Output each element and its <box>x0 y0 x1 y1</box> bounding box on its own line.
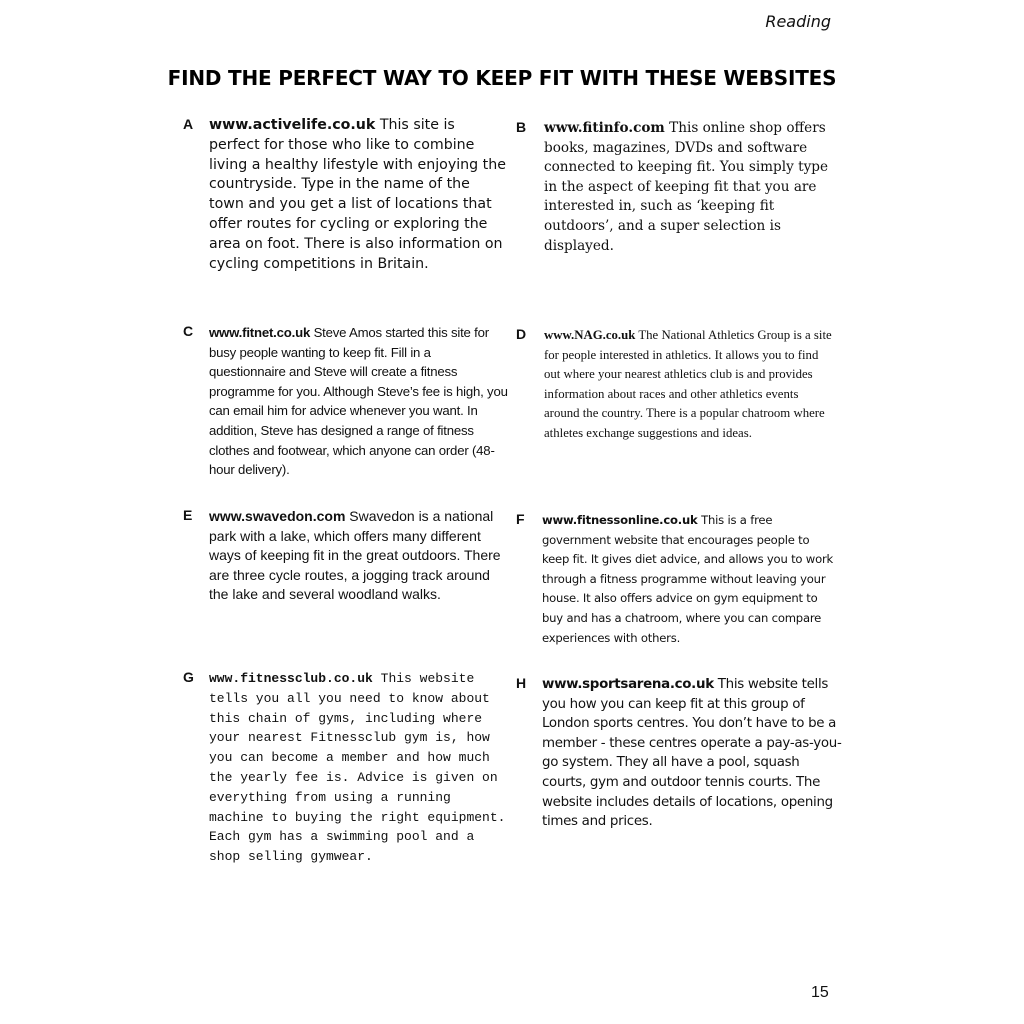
entry-url: www.swavedon.com <box>209 508 346 524</box>
entry-text: Swavedon is a national park with a lake, which offers many different ways of keeping fit in the great outdoors. There are three cycle routes, a jogging track around the lake and several woodland walks. <box>209 508 501 602</box>
entry-url: www.sportsarena.co.uk <box>542 677 714 692</box>
entry-letter: B <box>516 119 527 135</box>
entry-url: www.NAG.co.uk <box>544 328 636 342</box>
entry-description <box>209 669 509 867</box>
entry-text: This site is perfect for those who like to combine living a healthy lifestyle with enjoying the countryside. Type in the name of the town and you get a list of locations that offer routes for cycling or exploring the area on foot. There is also information on cycling competitions in Britain. <box>209 117 506 272</box>
entry-letter: D <box>516 326 527 342</box>
entry-description <box>209 323 509 480</box>
entry-text: This online shop offers books, magazines, DVDs and software connected to keeping fit. You simply type in the aspect of keeping fit that you are interested in, such as ‘keeping fit outdoors’, and a super selection is displayed. <box>544 120 828 254</box>
entry-text: This website tells you how you can keep fit at this group of London sports centres. You don’t have to be a member - these centres operate a pay-as-you-go system. They all have a pool, squash courts, gym and outdoor tennis courts. The website includes details of locations, opening times and prices. <box>542 677 842 830</box>
page-number: 15 <box>811 984 829 1001</box>
entry-description <box>209 116 509 274</box>
entry-description <box>542 511 834 648</box>
entry-description <box>544 326 836 444</box>
entry-url: www.activelife.co.uk <box>209 117 376 133</box>
entry-description <box>544 119 836 256</box>
entry-letter: C <box>183 323 194 339</box>
entry-text: Steve Amos started this site for busy people wanting to keep fit. Fill in a questionnaire and Steve will create a fitness programme for you. Although Steve’s fee is high, you can email him for advice whenever you want. In addition, Steve has designed a range of fitness clothes and footwear, which anyone can order (48-hour delivery). <box>209 325 508 478</box>
entry-description <box>542 675 842 832</box>
entry-letter: F <box>516 511 525 527</box>
entry-text: This is a free government website that encourages people to keep fit. It gives diet advice, and allows you to work through a fitness programme without leaving your house. It also offers advice on gym equipment to buy and has a chatroom, where you can compare experiences with others. <box>542 513 834 645</box>
entry-url: www.fitnet.co.uk <box>209 325 311 340</box>
entry-letter: A <box>183 116 194 132</box>
entry-text: This website tells you all you need to know about this chain of gyms, including where your nearest Fitnessclub gym is, how you can become a member and how much the yearly fee is. Advice is given on everything from using a running machine to buying the right equipment. Each gym has a swimming pool and a shop selling gymwear. <box>209 671 506 865</box>
entry-letter: G <box>183 669 194 685</box>
page-title: FIND THE PERFECT WAY TO KEEP FIT WITH THESE WEBSITES <box>167 66 837 90</box>
entry-description <box>209 507 509 605</box>
entry-letter: H <box>516 675 527 691</box>
entry-url: www.fitnessonline.co.uk <box>542 513 698 527</box>
entry-url: www.fitnessclub.co.uk <box>209 671 373 686</box>
entry-letter: E <box>183 507 193 523</box>
entry-text: The National Athletics Group is a site for people interested in athletics. It allows you to find out where your nearest athletics club is and provides information about races and other athletics events around the country. There is a popular chatroom where athletes exchange suggestions and ideas. <box>544 328 832 440</box>
section-label: Reading <box>765 12 831 31</box>
entry-url: www.fitinfo.com <box>544 120 665 136</box>
